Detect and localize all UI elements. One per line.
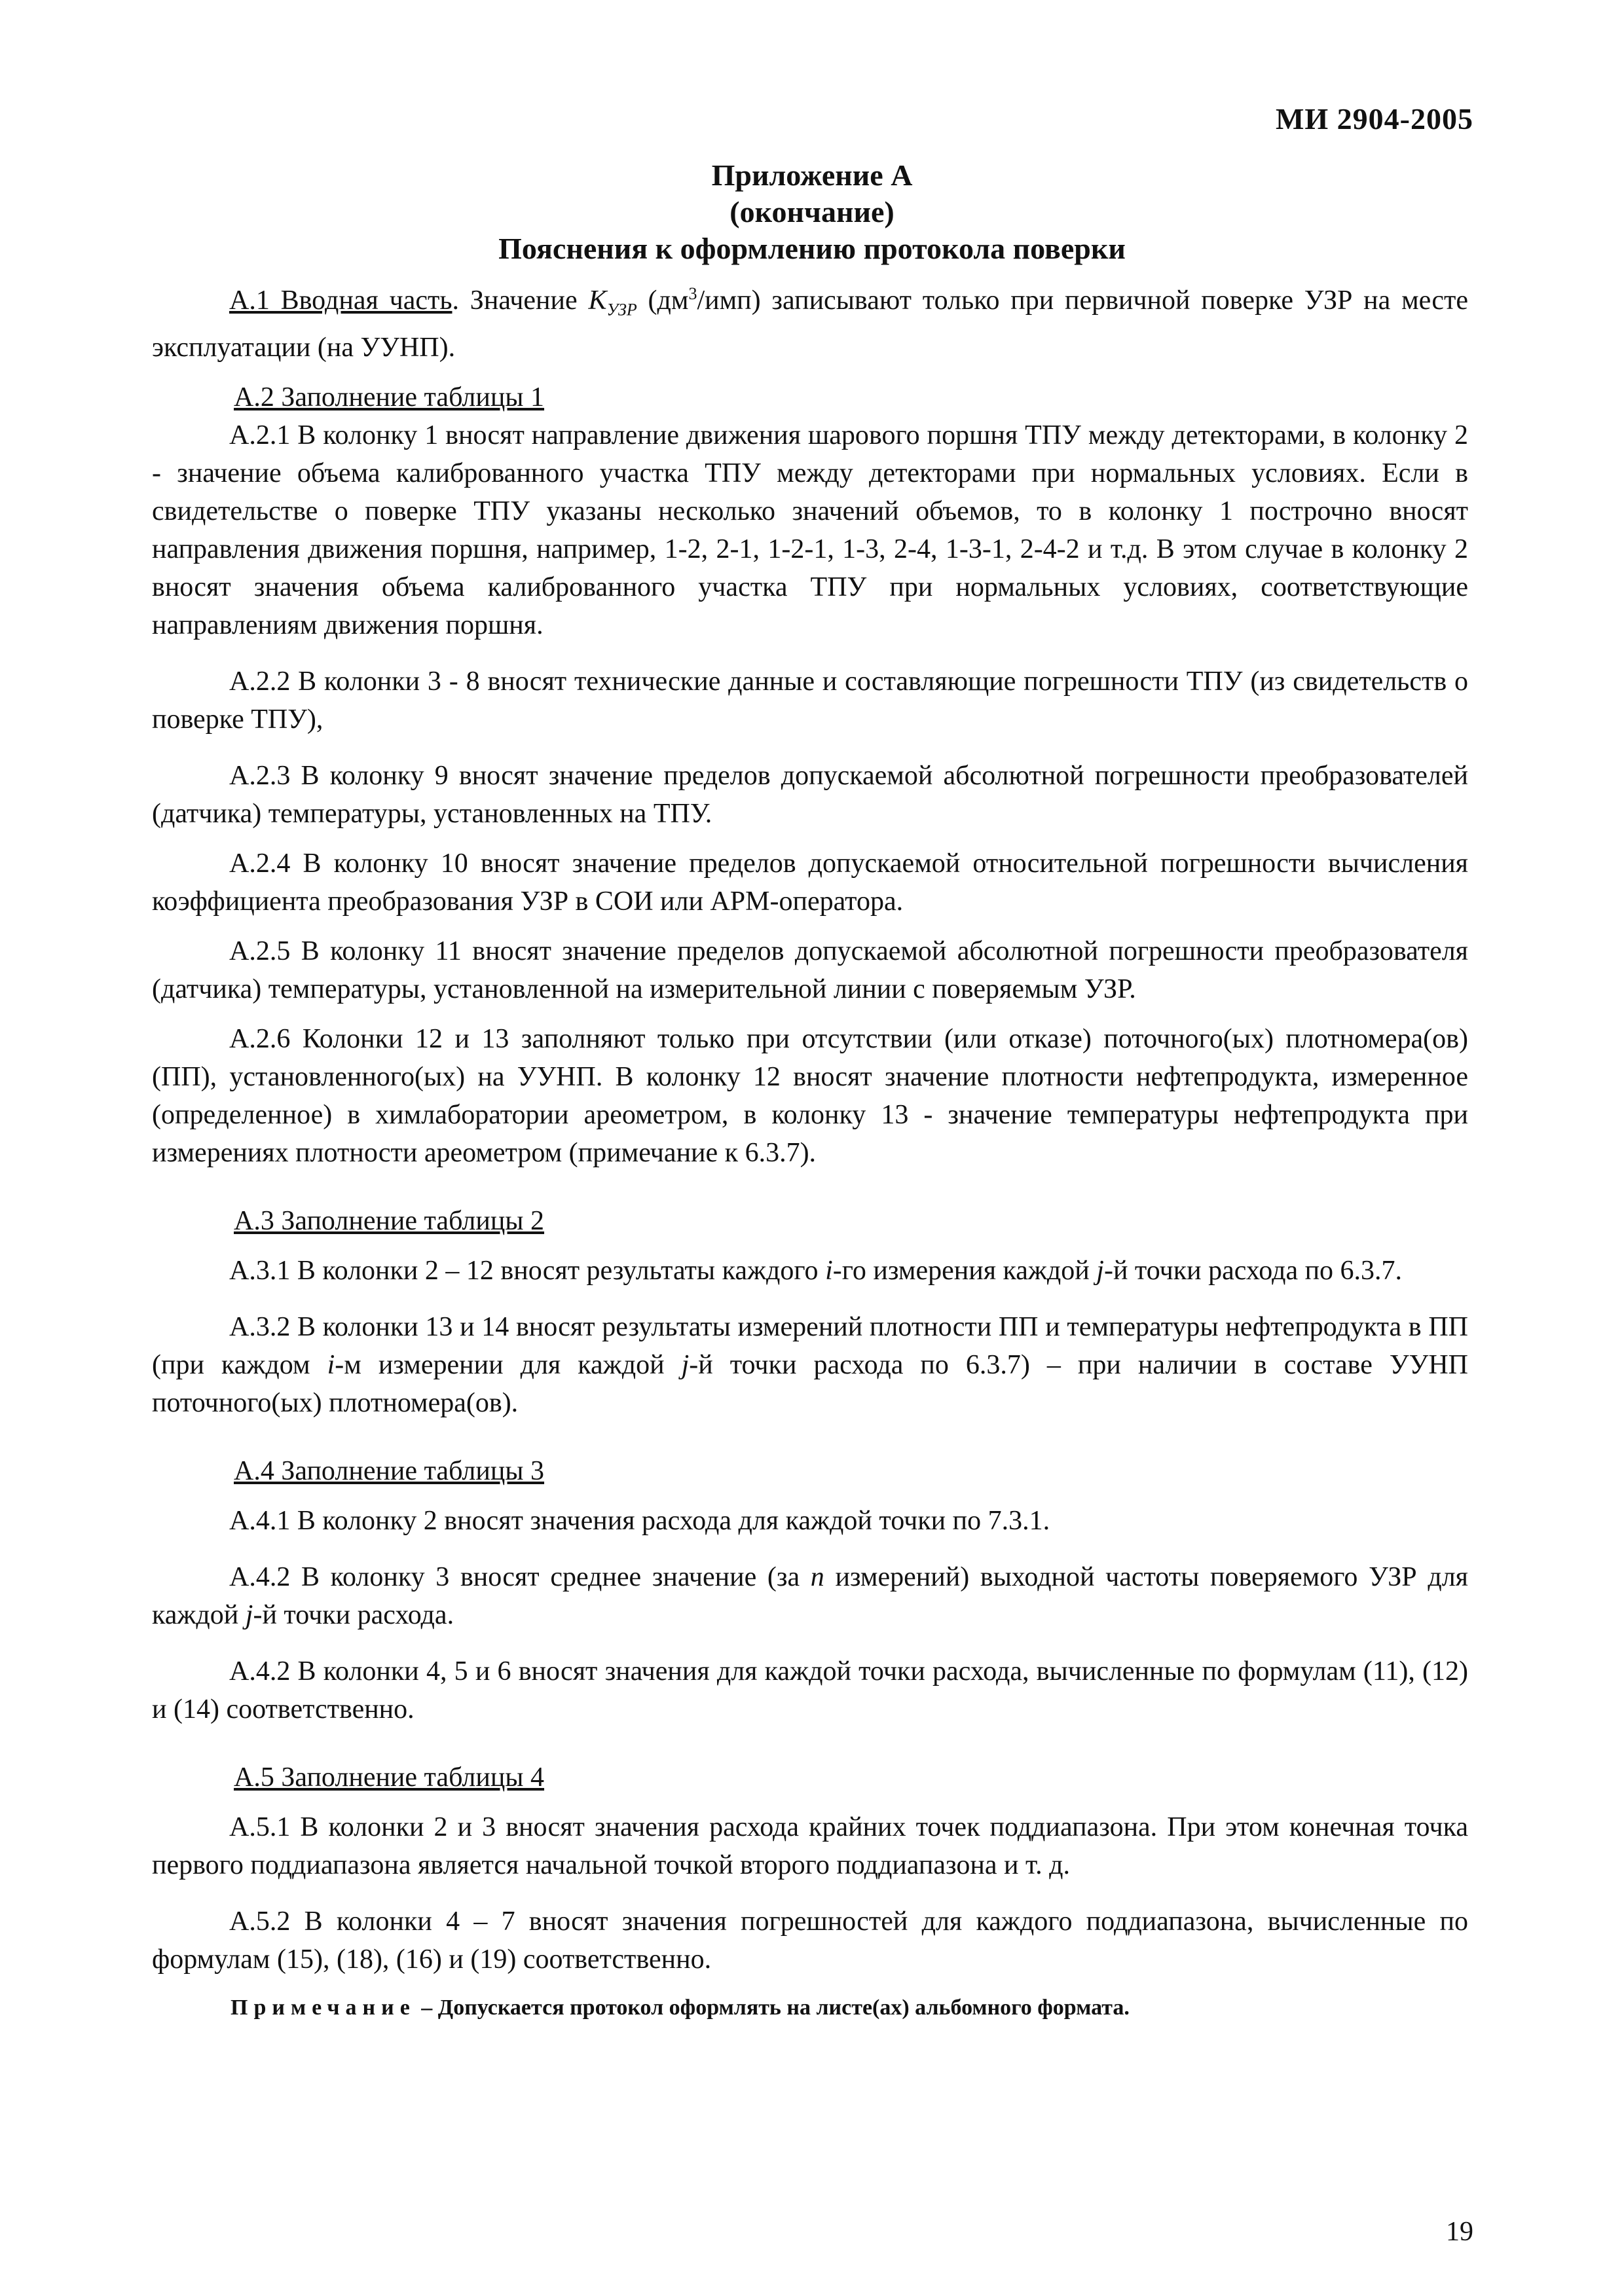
text-run: -й точки расхода по 6.3.7.	[1103, 1256, 1403, 1286]
variable-k: K	[588, 285, 607, 316]
paragraph-a2-4: А.2.4 В колонку 10 вносят значение пределов допускаемой относительной погрешности вычисления коэффициента преобразования УЗР в СОИ или АРМ-оператора.	[152, 848, 1468, 917]
text-run: /имп) записывают только при первичной поверке УЗР на месте эксплуатации (на УУНП).	[152, 285, 1468, 363]
paragraph-a5-1: А.5.1 В колонки 2 и 3 вносят значения расхода крайних точек поддиапазона. При этом конечная точка первого поддиапазона является начальной точкой второго поддиапазона и т. д.	[152, 1812, 1468, 1881]
variable-j: j	[1096, 1256, 1104, 1286]
paragraph-a2-6: А.2.6 Колонки 12 и 13 заполняют только при отсутствии (или отказе) поточного(ых) плотномера(ов) (ПП), установленного(ых) на УУНП. В колонку 12 вносят значение плотности нефтепродукта, измеренное (определенное) в химлаборатории ареометром, в колонку 13 - значение температуры нефтепродукта при измерениях плотности ареометром (примечание к 6.3.7).	[152, 1024, 1468, 1169]
section-heading-a1: А.1 Вводная часть	[229, 285, 452, 316]
text-run: . Значение	[452, 285, 589, 316]
text-run: А.4.2 В колонку 3 вносят среднее значение (за	[229, 1562, 811, 1593]
variable-n: n	[810, 1562, 824, 1593]
paragraph-a2-1: А.2.1 В колонку 1 вносят направление движения шарового поршня ТПУ между детекторами, в колонку 2 - значение объема калиброванного участка ТПУ между детекторами при нормальных условиях. Если в свидетельстве о поверке ТПУ указаны несколько значений объемов, то в колонку 1 построчно вносят направления движения поршня, например, 1-2, 2-1, 1-2-1, 1-3, 2-4, 1-3-1, 2-4-2 и т.д. В этом случае в колонку 2 вносят значения объема калиброванного участка ТПУ при нормальных условиях, соответствующие направлениям движения поршня.	[152, 420, 1468, 641]
text-run: -й точки расхода по 6.3.7) – при наличии в составе УУНП поточного(ых) плотномера(ов).	[152, 1350, 1468, 1419]
footnote	[231, 1995, 1130, 2020]
paragraph-a4-2	[152, 1558, 1468, 1634]
variable-i: i	[825, 1256, 833, 1286]
section-heading-a5	[152, 1758, 1468, 1796]
paragraph-a2-2: А.2.2 В колонки 3 - 8 вносят технические данные и составляющие погрешности ТПУ (из свидетельств о поверке ТПУ),	[152, 666, 1468, 735]
note-text: – Допускается протокол оформлять на листе(ах) альбомного формата.	[415, 1995, 1130, 2020]
text-run: измерений) выходной частоты поверяемого УЗР для каждой	[152, 1562, 1468, 1631]
paragraph-a2-5: А.2.5 В колонку 11 вносят значение пределов допускаемой абсолютной погрешности преобразователя (датчика) температуры, установленной на измерительной линии с поверяемым УЗР.	[152, 936, 1468, 1005]
section-heading-text: А.2 Заполнение таблицы 1	[234, 382, 545, 413]
variable-j: j	[681, 1350, 690, 1381]
section-heading-a3	[152, 1202, 1468, 1240]
section-heading-text: А.5 Заполнение таблицы 4	[234, 1762, 545, 1793]
document-body	[152, 275, 1468, 1978]
paragraph-a2-3: А.2.3 В колонку 9 вносят значение пределов допускаемой абсолютной погрешности преобразователей (датчика) температуры, установленных на ТПУ.	[152, 761, 1468, 829]
appendix-subtitle: (окончание)	[729, 195, 895, 228]
appendix-title	[0, 157, 1624, 267]
text-run: -й точки расхода.	[253, 1600, 454, 1631]
paragraph-a5-2: А.5.2 В колонки 4 – 7 вносят значения погрешностей для каждого поддиапазона, вычисленные по формулам (15), (18), (16) и (19) соответственно.	[152, 1906, 1468, 1975]
text-run: -го измерения каждой	[832, 1256, 1097, 1286]
variable-i: i	[327, 1350, 335, 1381]
variable-j: j	[245, 1600, 253, 1631]
text-run: -м измерении для каждой	[335, 1350, 682, 1381]
variable-k-subscript: УЗР	[606, 300, 637, 319]
paragraph-a3-1	[152, 1252, 1468, 1290]
paragraph-a4-3: А.4.2 В колонки 4, 5 и 6 вносят значения для каждой точки расхода, вычисленные по формулам (11), (12) и (14) соответственно.	[152, 1656, 1468, 1725]
paragraph-a3-2	[152, 1308, 1468, 1422]
section-heading-text: А.3 Заполнение таблицы 2	[234, 1206, 545, 1237]
text-run: (дм	[637, 285, 689, 316]
appendix-heading: Пояснения к оформлению протокола поверки	[498, 232, 1126, 265]
text-run: А.3.1 В колонки 2 – 12 вносят результаты каждого	[229, 1256, 826, 1286]
unit-superscript: 3	[688, 284, 697, 303]
appendix-title-line: Приложение А	[711, 158, 913, 192]
note-label: Примечание	[231, 1995, 416, 2020]
section-heading-a2	[152, 378, 1468, 416]
section-heading-a4	[152, 1452, 1468, 1490]
paragraph-a4-1: А.4.1 В колонку 2 вносят значения расхода для каждой точки по 7.3.1.	[229, 1506, 1050, 1537]
text-run: А.3.2 В колонки 13 и 14 вносят результаты измерений плотности ПП и температуры нефтепродукта в ПП (при каждом	[152, 1312, 1468, 1381]
section-heading-text: А.4 Заполнение таблицы 3	[234, 1456, 545, 1487]
page-number: 19	[1446, 2217, 1473, 2247]
paragraph-a1	[152, 275, 1468, 367]
document-code: МИ 2904-2005	[1275, 102, 1473, 136]
